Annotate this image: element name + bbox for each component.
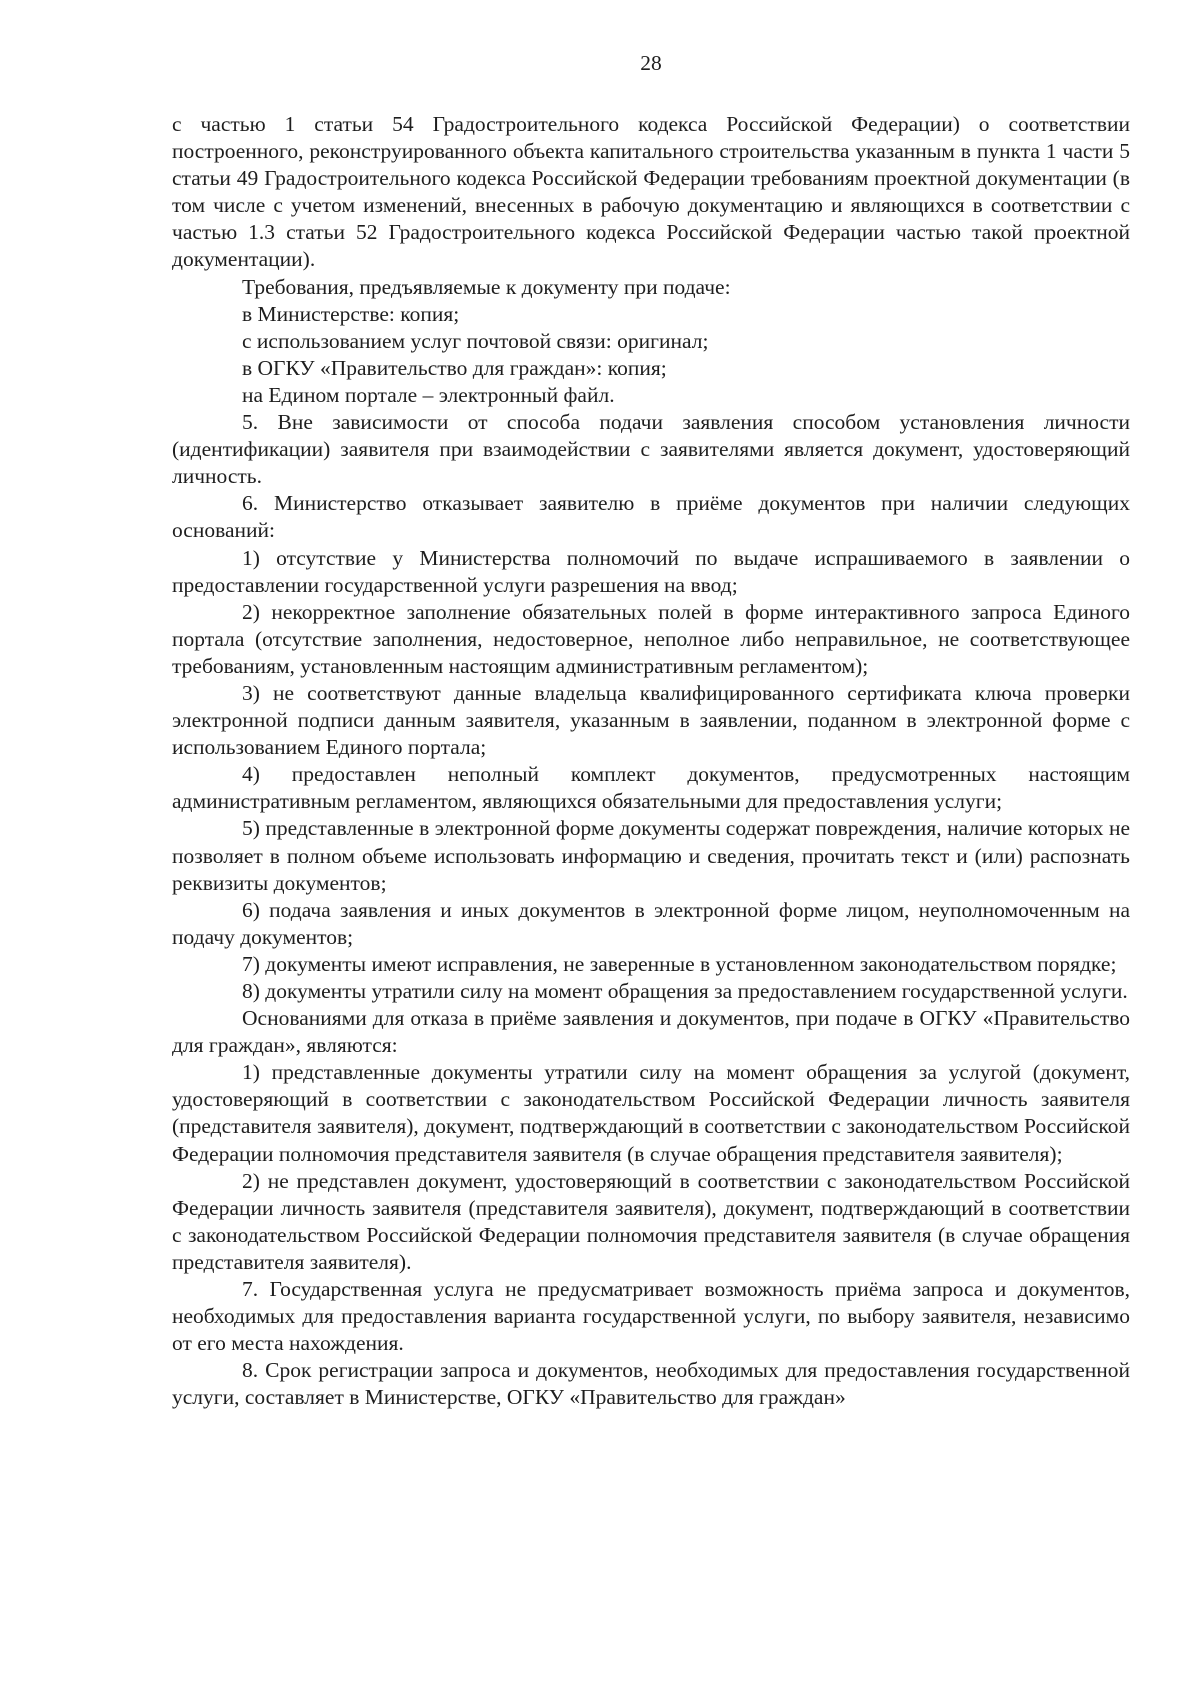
- paragraph: 7. Государственная услуга не предусматривает возможность приёма запроса и документов, необходимых для предоставления варианта государственной услуги, по выбору заявителя, независимо от его места нахождения.: [172, 1277, 1130, 1356]
- list-item: 2) некорректное заполнение обязательных полей в форме интерактивного запроса Единого портала (отсутствие заполнения, недостоверное, неполное либо неправильное, не соответствующее требованиям, установленным настоящим административным регламентом);: [172, 599, 1130, 678]
- list-item: 7) документы имеют исправления, не заверенные в установленном законодательством порядке;: [242, 951, 1117, 976]
- page-number: 28: [640, 51, 662, 75]
- paragraph: на Едином портале – электронный файл.: [242, 382, 615, 407]
- list-item: 1) представленные документы утратили силу на момент обращения за услугой (документ, удостоверяющий в соответствии с законодательством Российской Федерации личность заявителя (представителя заявителя), документ, подтверждающий в соответствии с законодательством Российской Федерации полномочия представителя заявителя (в случае обращения представителя заявителя);: [172, 1060, 1130, 1166]
- paragraph: Требования, предъявляемые к документу при подаче:: [242, 274, 731, 299]
- list-item: 6) подача заявления и иных документов в электронной форме лицом, неуполномоченным на подачу документов;: [172, 897, 1130, 949]
- paragraph: Основаниями для отказа в приёме заявления и документов, при подаче в ОГКУ «Правительство для граждан», являются:: [172, 1006, 1130, 1058]
- paragraph: в Министерстве: копия;: [242, 301, 460, 326]
- paragraph: с частью 1 статьи 54 Градостроительного кодекса Российской Федерации) о соответствии построенного, реконструированного объекта капитального строительства указанным в пункта 1 части 5 статьи 49 Градостроительного кодекса Российской Федерации требованиям проектной документации (в том числе с учетом изменений, внесенных в рабочую документацию и являющихся в соответствии с частью 1.3 статьи 52 Градостроительного кодекса Российской Федерации частью такой проектной документации).: [172, 112, 1130, 272]
- list-item: 4) предоставлен неполный комплект документов, предусмотренных настоящим административным регламентом, являющихся обязательными для предоставления услуги;: [172, 762, 1130, 814]
- document-body: [172, 111, 1130, 1412]
- list-item: 3) не соответствуют данные владельца квалифицированного сертификата ключа проверки электронной подписи данным заявителя, указанным в заявлении, поданном в электронной форме с использованием Единого портала;: [172, 680, 1130, 760]
- paragraph: в ОГКУ «Правительство для граждан»: копия;: [242, 355, 667, 380]
- list-item: 2) не представлен документ, удостоверяющий в соответствии с законодательством Российской Федерации личность заявителя (представителя заявителя), документ, подтверждающий в соответствии с законодательством Российской Федерации полномочия представителя заявителя (в случае обращения представителя заявителя).: [172, 1168, 1130, 1274]
- list-item: 5) представленные в электронной форме документы содержат повреждения, наличие которых не позволяет в полном объеме использовать информацию и сведения, прочитать текст и (или) распознать реквизиты документов;: [172, 816, 1130, 895]
- paragraph: с использованием услуг почтовой связи: оригинал;: [242, 328, 709, 353]
- paragraph: 6. Министерство отказывает заявителю в приёме документов при наличии следующих оснований:: [172, 491, 1130, 543]
- paragraph: 5. Вне зависимости от способа подачи заявления способом установления личности (идентификации) заявителя при взаимодействии с заявителями является документ, удостоверяющий личность.: [172, 410, 1130, 489]
- list-item: 1) отсутствие у Министерства полномочий по выдаче испрашиваемого в заявлении о предоставлении государственной услуги разрешения на ввод;: [172, 545, 1130, 597]
- list-item: 8) документы утратили силу на момент обращения за предоставлением государственной услуги.: [242, 979, 1128, 1003]
- paragraph: 8. Срок регистрации запроса и документов, необходимых для предоставления государственной услуги, составляет в Министерстве, ОГКУ «Правительство для граждан»: [172, 1358, 1130, 1410]
